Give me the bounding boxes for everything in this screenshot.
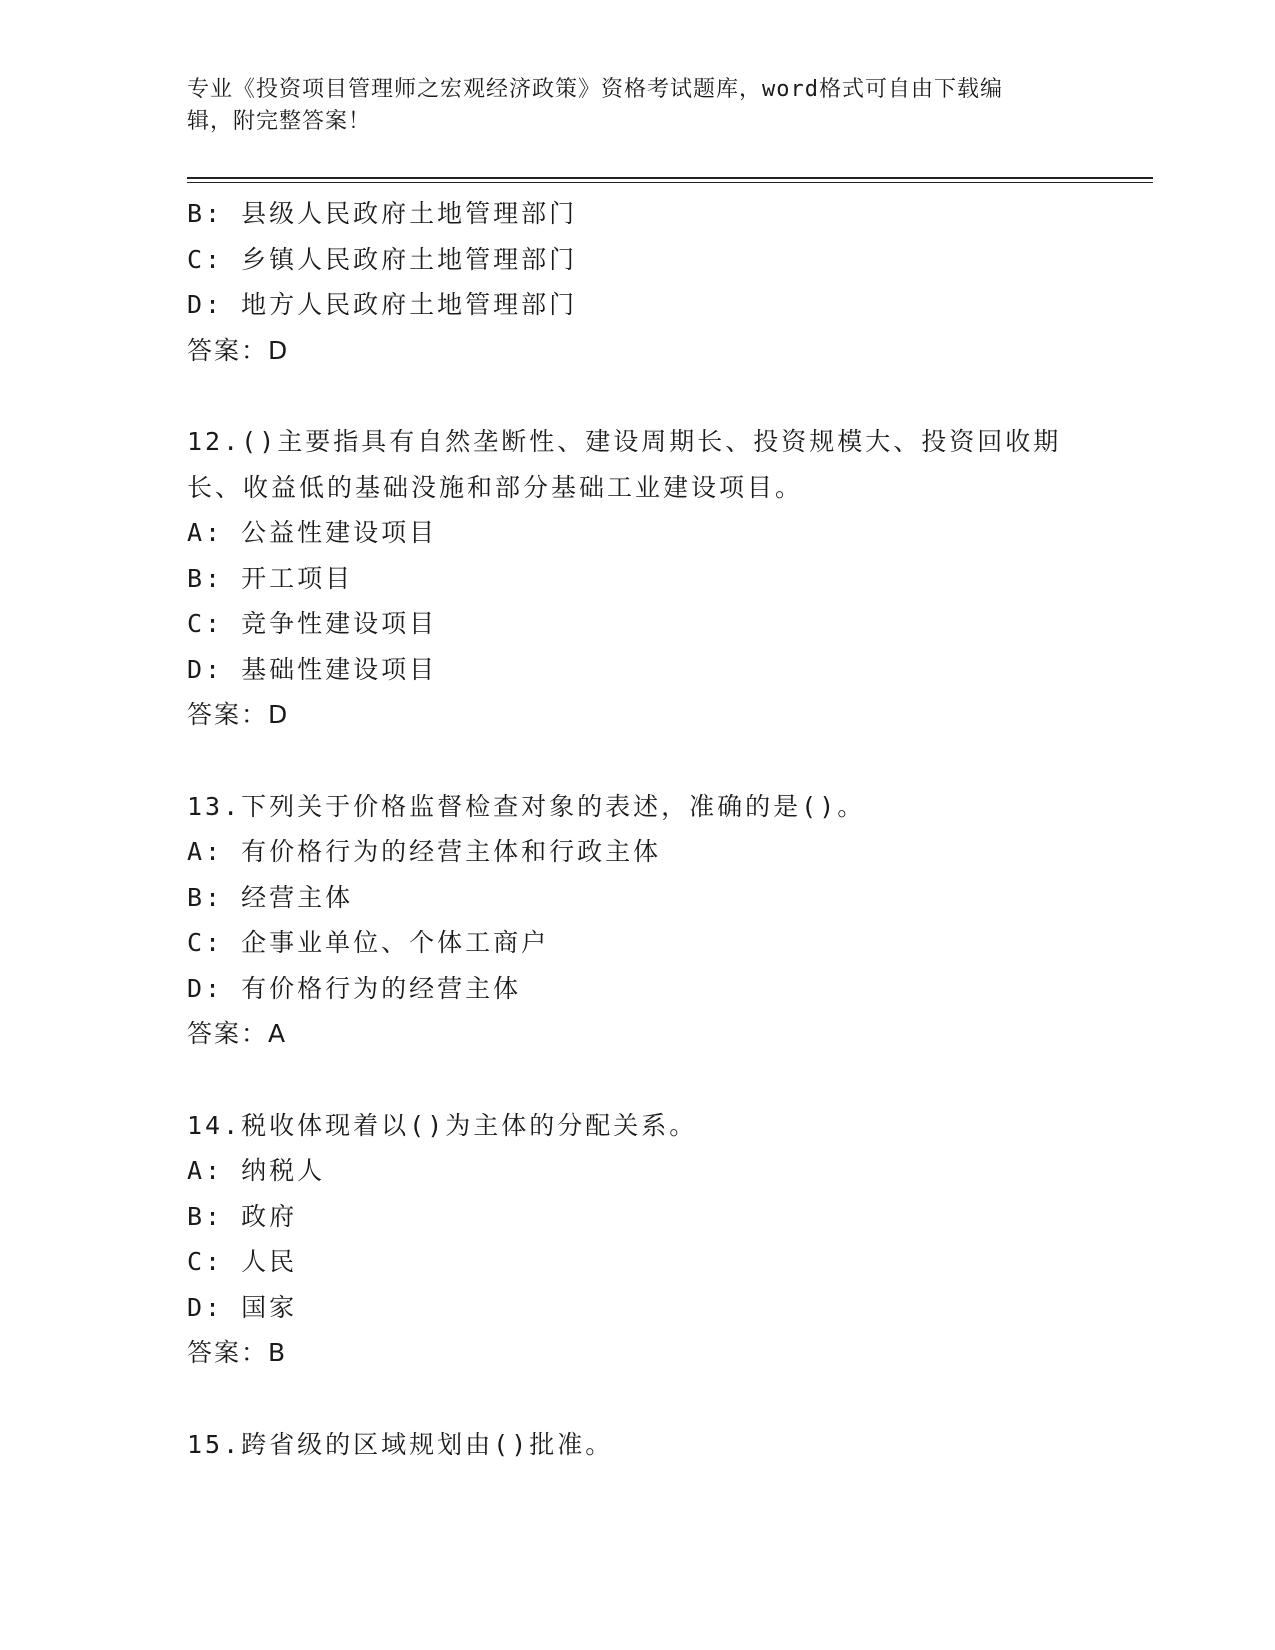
option-d: D: 基础性建设项目 — [187, 654, 438, 684]
answer: 答案：A — [187, 1019, 288, 1048]
option-c: C: 乡镇人民政府土地管理部门 — [187, 244, 578, 274]
option-a: A: 纳税人 — [187, 1156, 326, 1185]
option-c: C: 竞争性建设项目 — [187, 609, 438, 638]
header-rule-thick — [187, 177, 1153, 179]
document-header — [187, 74, 1067, 138]
header-line-1: 专业《投资项目管理师之宏观经济政策》资格考试题库，word格式可自由下载编 — [187, 77, 1003, 102]
question-list — [187, 191, 1087, 1467]
answer: 答案：D — [187, 700, 290, 729]
spacer — [187, 1057, 1087, 1103]
question-text-line-1: 12.()主要指具有自然垄断性、建设周期长、投资规模大、投资回收期 — [187, 427, 1062, 456]
option-d: D: 国家 — [187, 1292, 298, 1322]
option-c: C: 人民 — [187, 1247, 298, 1276]
answer: 答案：B — [187, 1338, 288, 1367]
question-12 — [187, 419, 1087, 738]
spacer — [187, 373, 1087, 419]
question-text-line-1: 13.下列关于价格监督检查对象的表述，准确的是()。 — [187, 791, 866, 821]
option-d: D: 地方人民政府土地管理部门 — [187, 290, 578, 319]
question-11-partial — [187, 191, 1087, 373]
option-a: A: 公益性建设项目 — [187, 518, 438, 547]
spacer — [187, 1376, 1087, 1422]
option-b: B: 经营主体 — [187, 882, 354, 912]
header-line-2: 辑，附完整答案！ — [187, 109, 372, 134]
header-rule-thin — [187, 182, 1153, 183]
option-b: B: 开工项目 — [187, 563, 354, 593]
option-b: B: 县级人民政府土地管理部门 — [187, 199, 578, 228]
question-text-line-1: 14.税收体现着以()为主体的分配关系。 — [187, 1110, 698, 1140]
question-15 — [187, 1422, 1087, 1468]
question-text-line-1: 15.跨省级的区域规划由()批准。 — [187, 1429, 614, 1459]
question-13 — [187, 784, 1087, 1057]
spacer — [187, 738, 1087, 784]
option-a: A: 有价格行为的经营主体和行政主体 — [187, 837, 662, 866]
option-c: C: 企事业单位、个体工商户 — [187, 928, 550, 957]
question-text-line-2: 长、收益低的基础没施和部分基础工业建设项目。 — [187, 472, 804, 502]
answer: 答案：D — [187, 335, 290, 365]
question-14 — [187, 1103, 1087, 1376]
option-b: B: 政府 — [187, 1201, 298, 1231]
option-d: D: 有价格行为的经营主体 — [187, 973, 522, 1003]
